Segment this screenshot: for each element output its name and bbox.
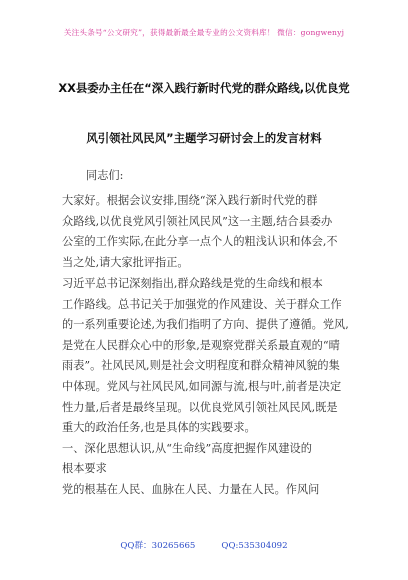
paragraph-line: 工作路线。总书记关于加强党的作风建设、关于群众工作 — [62, 297, 342, 311]
paragraph-intro — [62, 191, 352, 273]
footer-qq-group: QQ群：30265665 — [120, 541, 196, 551]
paragraph-line: 习近平总书记深刻指出,群众路线是党的生命线和根本 — [62, 277, 323, 290]
paragraph-line: 党的根基在人民、血脉在人民、力量在人民。作风问 — [62, 482, 320, 496]
header-banner: 关注头条号“公文研究”，获得最新最全最专业的公文资料库！ 微信：gongwenyj — [63, 28, 345, 37]
paragraph-line: 雨表”。社风民风,则是社会文明程度和群众精神风貌的集 — [62, 359, 340, 373]
document-title-line-1: XX县委办主任在“深入践行新时代党的群众路线,以优良党 — [58, 81, 350, 95]
paragraph-line: 的一系列重要论述,为我们指明了方向、提供了遵循。党风, — [62, 318, 349, 332]
paragraph-line: 是党在人民群众心中的形象,是观察党群关系最直观的“晴 — [62, 338, 340, 352]
document-title-line-2: 风引领社风民风”主题学习研讨会上的发言材料 — [86, 131, 322, 145]
paragraph-line: 重大的政治任务,也是具体的实践要求。 — [62, 421, 256, 435]
greeting — [86, 166, 376, 187]
paragraph-line: 性力量,后者是最终呈现。以优良党风引领社风民风,既是 — [62, 400, 338, 414]
footer-contact — [0, 539, 408, 551]
paragraph-line: 大家好。根据会议安排,围绕“深入践行新时代党的群 — [62, 194, 318, 207]
paragraph-line: 公室的工作实际,在此分享一点个人的粗浅认识和体会,不 — [62, 235, 338, 249]
paragraph-main — [62, 274, 352, 501]
paragraph-line: 中体现。党风与社风民风,如同源与流,根与叶,前者是决定 — [62, 379, 342, 393]
greeting-text: 同志们: — [86, 169, 124, 182]
section-heading-line: 一、深化思想认识,从“生命线”高度把握作风建设的 — [62, 441, 312, 455]
paragraph-line: 众路线,以优良党风引领社风民风”这一主题,结合县委办 — [62, 214, 333, 228]
section-heading-line: 根本要求 — [62, 462, 107, 476]
paragraph-line: 当之处,请大家批评指正。 — [62, 255, 189, 269]
footer-qq: QQ:535304092 — [221, 541, 288, 551]
